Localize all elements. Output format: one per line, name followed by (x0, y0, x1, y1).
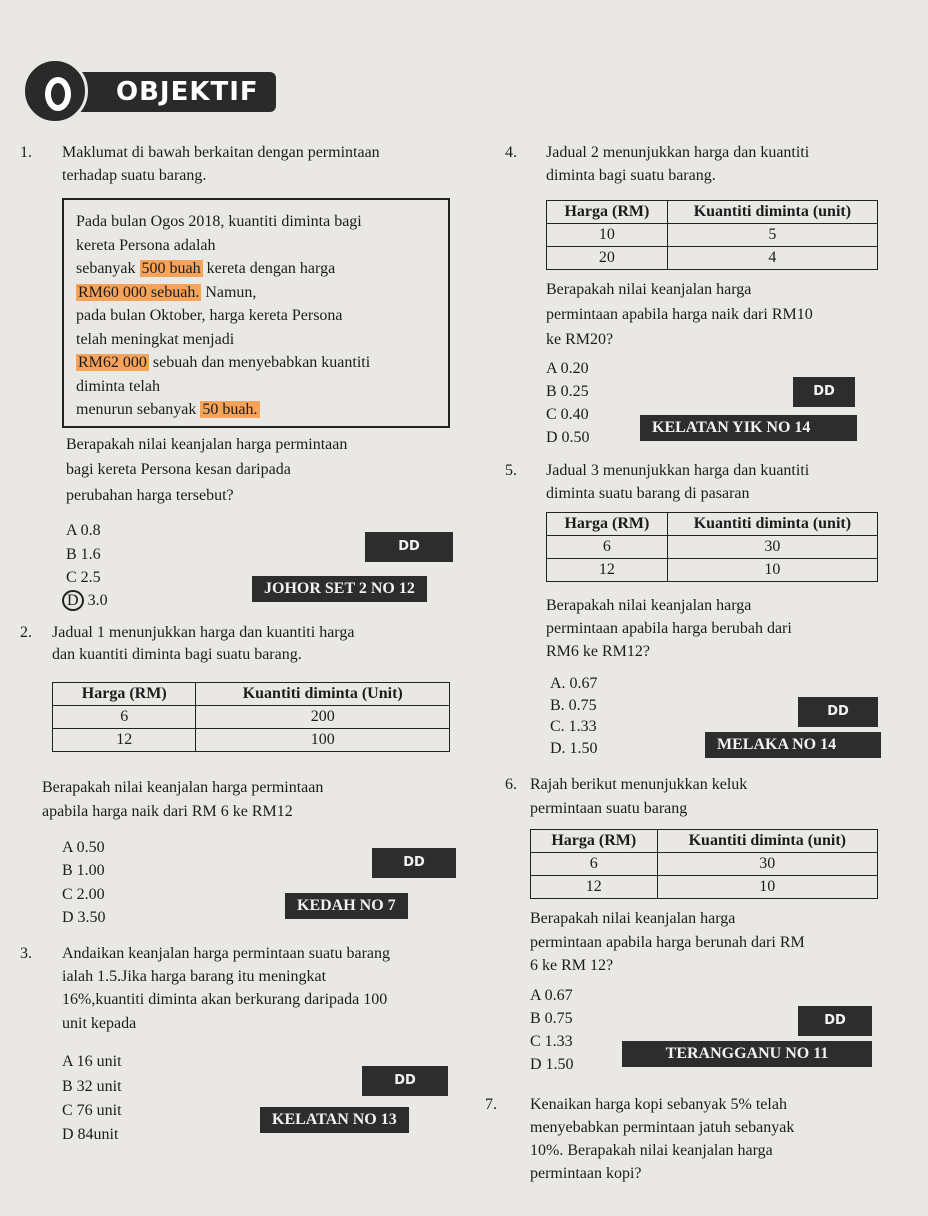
q3-stem-line-3: 16%,kuantiti diminta akan berkurang daripada 100 (62, 991, 388, 1008)
q1-box-line (76, 257, 335, 280)
q6-table-cell: 6 (531, 853, 658, 876)
q3-stem-line-1: Andaikan keanjalan harga permintaan suatu barang (62, 945, 391, 962)
q5-question-line-3: RM6 ke RM12? (546, 643, 650, 660)
q5-table-cell: 10 (667, 559, 877, 582)
q1-box-line (76, 281, 256, 304)
q4-option-a[interactable]: A 0.20 (546, 360, 589, 377)
q1-box-line (76, 351, 370, 374)
q5-option-c[interactable]: C. 1.33 (550, 718, 597, 735)
q7-number: 7. (485, 1096, 497, 1113)
q2-option-b[interactable]: B 1.00 (62, 862, 105, 879)
box-text: sebuah dan menyebabkan kuantiti (148, 354, 371, 371)
q4-number: 4. (505, 144, 517, 161)
q6-stem-line-2: permintaan suatu barang (530, 800, 688, 817)
q4-option-b[interactable]: B 0.25 (546, 383, 589, 400)
box-text: menurun sebanyak (76, 401, 201, 418)
q1-stem-line-2: terhadap suatu barang. (62, 167, 207, 184)
q6-stem-line-1: Rajah berikut menunjukkan keluk (530, 776, 748, 793)
q4-table-cell: 5 (667, 224, 877, 247)
q5-option-a[interactable]: A. 0.67 (550, 675, 598, 692)
q2-source-label: KEDAH NO 7 (285, 893, 408, 919)
q4-table-header-qty: Kuantiti diminta (unit) (667, 201, 877, 224)
q2-question-line-2: apabila harga naik dari RM 6 ke RM12 (42, 803, 293, 820)
q6-table-cell: 30 (657, 853, 877, 876)
q5-question-line-1: Berapakah nilai keanjalan harga (546, 597, 752, 614)
q3-stem-line-4: unit kepada (62, 1015, 137, 1032)
q3-option-c[interactable]: C 76 unit (62, 1102, 122, 1119)
q7-stem-line-4: permintaan kopi? (530, 1165, 642, 1182)
q6-table-header-qty: Kuantiti diminta (unit) (657, 830, 877, 853)
q4-stem-line-1: Jadual 2 menunjukkan harga dan kuantiti (546, 144, 810, 161)
q2-table (52, 682, 450, 752)
q1-question-line-1: Berapakah nilai keanjalan harga permintaan (66, 436, 348, 453)
q3-dd-label: DD (362, 1066, 448, 1096)
q2-stem-line-2: dan kuantiti diminta bagi suatu barang. (52, 646, 302, 663)
q1-option-d[interactable] (66, 589, 108, 612)
q3-option-b[interactable]: B 32 unit (62, 1078, 122, 1095)
q7-stem-line-1: Kenaikan harga kopi sebanyak 5% telah (530, 1096, 787, 1113)
q5-stem-line-1: Jadual 3 menunjukkan harga dan kuantiti (546, 462, 810, 479)
q6-source-label: TERANGGANU NO 11 (622, 1041, 872, 1067)
q1-question-line-2: bagi kereta Persona kesan daripada (66, 461, 291, 478)
q2-question-line-1: Berapakah nilai keanjalan harga permintaan (42, 779, 324, 796)
box-text: sebanyak (76, 260, 140, 277)
q6-question-line-1: Berapakah nilai keanjalan harga (530, 910, 736, 927)
q3-option-d[interactable]: D 84unit (62, 1126, 119, 1143)
q6-dd-label: DD (798, 1006, 872, 1036)
q5-table (546, 512, 878, 582)
q6-table-header-price: Harga (RM) (531, 830, 658, 853)
q1-box-line (76, 398, 260, 421)
q7-stem-line-2: menyebabkan permintaan jatuh sebanyak (530, 1119, 795, 1136)
q6-option-a[interactable]: A 0.67 (530, 987, 573, 1004)
q2-table-header-price: Harga (RM) (53, 683, 196, 706)
box-text: kereta dengan harga (202, 260, 336, 277)
q5-table-cell: 6 (547, 536, 668, 559)
q2-dd-label: DD (372, 848, 456, 878)
q2-option-a[interactable]: A 0.50 (62, 839, 105, 856)
q1-box-line (76, 304, 343, 327)
q4-table-cell: 20 (547, 247, 668, 270)
q4-question-line-3: ke RM20? (546, 331, 614, 348)
q2-option-c[interactable]: C 2.00 (62, 886, 105, 903)
q5-stem-line-2: diminta suatu barang di pasaran (546, 485, 750, 502)
q2-option-d[interactable]: D 3.50 (62, 909, 106, 926)
badge-title: OBJEKTIF (116, 77, 259, 107)
q5-source-label: MELAKA NO 14 (705, 732, 881, 758)
q1-option-d-letter: D (62, 590, 84, 611)
q1-option-b[interactable]: B 1.6 (66, 546, 101, 563)
q5-table-cell: 30 (667, 536, 877, 559)
q2-table-cell: 12 (53, 729, 196, 752)
q5-table-cell: 12 (547, 559, 668, 582)
q4-dd-label: DD (793, 377, 855, 407)
q4-question-line-2: permintaan apabila harga naik dari RM10 (546, 306, 813, 323)
q6-option-b[interactable]: B 0.75 (530, 1010, 573, 1027)
q4-table-cell: 4 (667, 247, 877, 270)
q2-stem-line-1: Jadual 1 menunjukkan harga dan kuantiti harga (52, 624, 355, 641)
q4-table (546, 200, 878, 270)
q1-box-line (76, 234, 215, 257)
q4-option-c[interactable]: C 0.40 (546, 406, 589, 423)
q4-table-cell: 10 (547, 224, 668, 247)
q1-question-line-3: perubahan harga tersebut? (66, 487, 234, 504)
q1-dd-label: DD (365, 532, 453, 562)
q6-table-cell: 12 (531, 876, 658, 899)
q1-option-c[interactable]: C 2.5 (66, 569, 101, 586)
q2-table-cell: 100 (196, 729, 450, 752)
q2-table-cell: 6 (53, 706, 196, 729)
q4-option-d[interactable]: D 0.50 (546, 429, 590, 446)
q1-stem-line-1: Maklumat di bawah berkaitan dengan permintaan (62, 144, 380, 161)
q3-stem-line-2: ialah 1.5.Jika harga barang itu meningkat (62, 968, 327, 985)
q1-box-line (76, 328, 234, 351)
q3-number: 3. (20, 945, 32, 962)
q1-option-d-value: 3.0 (87, 592, 108, 609)
q5-option-b[interactable]: B. 0.75 (550, 697, 597, 714)
q6-question-line-2: permintaan apabila harga berunah dari RM (530, 934, 805, 951)
q2-number: 2. (20, 624, 32, 641)
box-text: Namun, (201, 283, 257, 301)
highlighted-text: 50 buah. (202, 401, 258, 418)
q6-option-d[interactable]: D 1.50 (530, 1056, 574, 1073)
q2-table-cell: 200 (196, 706, 450, 729)
q6-option-c[interactable]: C 1.33 (530, 1033, 573, 1050)
q5-table-header-price: Harga (RM) (547, 513, 668, 536)
q5-option-d[interactable]: D. 1.50 (550, 740, 598, 757)
q1-source-label: JOHOR SET 2 NO 12 (252, 576, 427, 602)
q4-source-label: KELATAN YIK NO 14 (640, 415, 857, 441)
q5-dd-label: DD (798, 697, 878, 727)
q4-question-line-1: Berapakah nilai keanjalan harga (546, 281, 752, 298)
highlighted-text: RM62 000 (78, 354, 147, 371)
q5-number: 5. (505, 462, 517, 479)
q2-table-header-qty: Kuantiti diminta (Unit) (196, 683, 450, 706)
box-text: telah meningkat menjadi (76, 330, 235, 348)
box-text: kereta Persona adalah (76, 236, 216, 254)
badge-circle-icon (22, 58, 88, 124)
q6-number: 6. (505, 776, 517, 793)
q1-box-line (76, 375, 160, 398)
q5-table-header-qty: Kuantiti diminta (unit) (667, 513, 877, 536)
q5-question-line-2: permintaan apabila harga berubah dari (546, 620, 792, 637)
q6-table-cell: 10 (657, 876, 877, 899)
q1-box-line (76, 210, 362, 233)
highlighted-text: 500 buah (141, 260, 201, 277)
q1-number: 1. (20, 144, 32, 161)
q3-source-label: KELATAN NO 13 (260, 1107, 409, 1133)
q3-option-a[interactable]: A 16 unit (62, 1053, 122, 1070)
box-text: diminta telah (76, 377, 160, 395)
q4-stem-line-2: diminta bagi suatu barang. (546, 167, 716, 184)
q4-table-header-price: Harga (RM) (547, 201, 668, 224)
box-text: Pada bulan Ogos 2018, kuantiti diminta bagi (76, 213, 362, 230)
q6-table (530, 829, 878, 899)
box-text: pada bulan Oktober, harga kereta Persona (76, 307, 343, 324)
q7-stem-line-3: 10%. Berapakah nilai keanjalan harga (530, 1142, 773, 1159)
highlighted-text: RM60 000 sebuah. (78, 283, 200, 301)
q1-option-a[interactable]: A 0.8 (66, 522, 101, 539)
objektif-badge (22, 58, 276, 124)
q6-question-line-3: 6 ke RM 12? (530, 957, 614, 974)
